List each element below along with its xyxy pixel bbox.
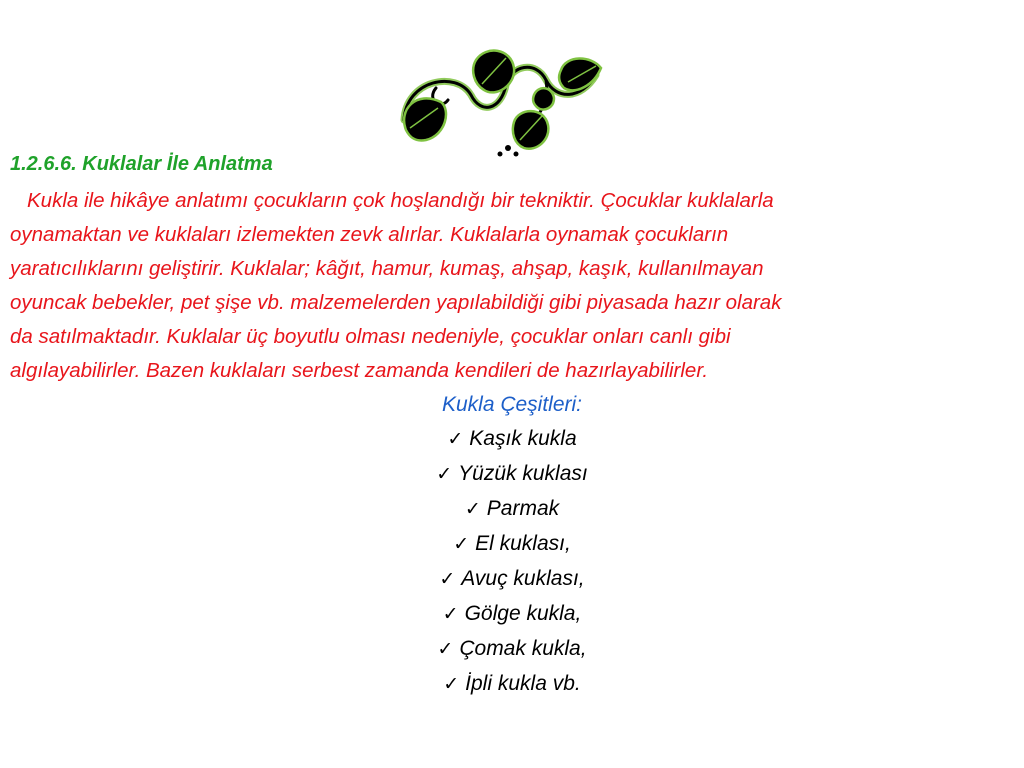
paragraph-line: da satılmaktadır. Kuklalar üç boyutlu olması nedeniyle, çocuklar onları canlı gibi bbox=[10, 325, 731, 348]
checkmark-icon: ✓ bbox=[437, 639, 454, 660]
paragraph-line: Kukla ile hikâye anlatımı çocukların çok hoşlandığı bir tekniktir. Çocuklar kuklalarla bbox=[27, 189, 774, 212]
checkmark-icon: ✓ bbox=[443, 674, 460, 695]
list-item bbox=[0, 562, 1024, 597]
list-title: Kukla Çeşitleri: bbox=[441, 393, 583, 416]
checkmark-icon: ✓ bbox=[447, 429, 464, 450]
list-item-label: Gölge kukla, bbox=[464, 602, 582, 625]
list-item-label: Kaşık kukla bbox=[469, 427, 577, 450]
list-item-label: Yüzük kuklası bbox=[458, 462, 588, 485]
list-item bbox=[0, 457, 1024, 492]
puppet-types-list bbox=[0, 388, 1024, 702]
checkmark-icon: ✓ bbox=[453, 534, 470, 555]
floral-vine-ornament-icon bbox=[396, 40, 608, 160]
list-item bbox=[0, 667, 1024, 702]
checkmark-icon: ✓ bbox=[439, 569, 456, 590]
paragraph-line: yaratıcılıklarını geliştirir. Kuklalar; kâğıt, hamur, kumaş, ahşap, kaşık, kullanılmayan bbox=[10, 257, 764, 280]
list-item-label: Çomak kukla, bbox=[459, 637, 587, 660]
list-item-label: İpli kukla vb. bbox=[465, 672, 581, 695]
list-item-label: El kuklası, bbox=[475, 532, 571, 555]
description-paragraph bbox=[10, 184, 1014, 388]
checkmark-icon: ✓ bbox=[436, 464, 453, 485]
list-item bbox=[0, 597, 1024, 632]
list-item bbox=[0, 422, 1024, 457]
list-item-label: Avuç kuklası, bbox=[461, 567, 585, 590]
list-item bbox=[0, 632, 1024, 667]
section-heading: 1.2.6.6. Kuklalar İle Anlatma bbox=[10, 153, 273, 175]
list-item bbox=[0, 527, 1024, 562]
checkmark-icon: ✓ bbox=[442, 604, 459, 625]
checkmark-icon: ✓ bbox=[464, 499, 481, 520]
list-item-label: Parmak bbox=[486, 497, 560, 520]
paragraph-line: oynamaktan ve kuklaları izlemekten zevk alırlar. Kuklalarla oynamak çocukların bbox=[10, 223, 729, 246]
paragraph-line: oyuncak bebekler, pet şişe vb. malzemelerden yapılabildiği gibi piyasada hazır olarak bbox=[10, 291, 782, 314]
paragraph-line: algılayabilirler. Bazen kuklaları serbest zamanda kendileri de hazırlayabilirler. bbox=[10, 359, 709, 382]
list-item bbox=[0, 492, 1024, 527]
